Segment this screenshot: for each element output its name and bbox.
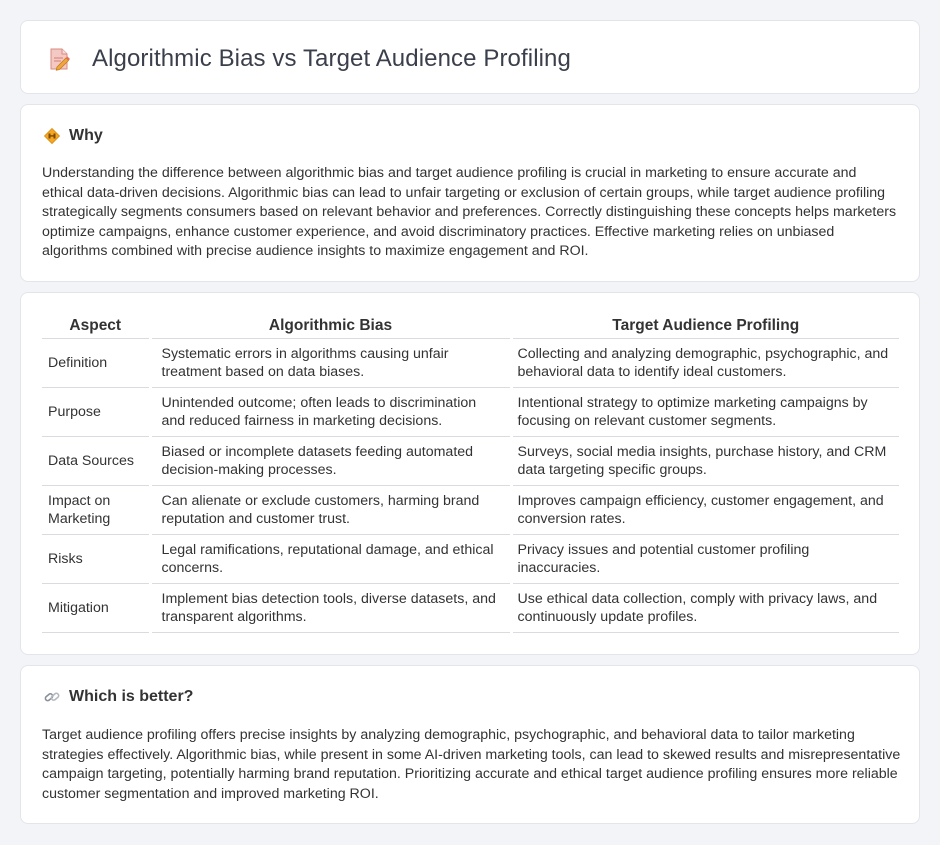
why-header bbox=[43, 127, 103, 145]
which-is-better-card bbox=[20, 665, 920, 824]
title-row bbox=[46, 45, 571, 73]
row-aspect-cell: Purpose bbox=[42, 387, 150, 436]
row-aspect-cell: Risks bbox=[42, 534, 150, 583]
row-aspect-cell: Mitigation bbox=[42, 583, 150, 632]
why-card bbox=[20, 104, 920, 282]
title-card bbox=[20, 20, 920, 94]
why-text: Understanding the difference between algorithmic bias and target audience profiling is crucial in marketing to ensure accurate and ethical data-driven decisions. Algorithmic bias can lead to unfair targeting or exclusion of certain groups, while target audience profiling strategically segments consumers based on relevant behavior and preferences. Correctly distinguishing these concepts helps marketers optimize campaigns, enhance customer experience, and avoid discriminatory practices. Effective marketing relies on unbiased algorithms combined with precise audience insights to maximize engagement and ROI. bbox=[42, 165, 897, 260]
better-text: Target audience profiling offers precise insights by analyzing demographic, psychographic, and behavioral data to tailor marketing strategies effectively. Algorithmic bias, while present in some AI-driven marketing tools, can lead to skewed results and misrepresentative campaign targeting, potentially harming brand reputation. Prioritizing accurate and ethical target audience profiling ensures more reliable customer segmentation and improved marketing ROI. bbox=[42, 727, 901, 802]
algorithmic-bias-cell: Systematic errors in algorithms causing unfair treatment based on data biases. bbox=[150, 338, 511, 387]
algorithmic-bias-cell: Legal ramifications, reputational damage, and ethical concerns. bbox=[150, 534, 511, 583]
table-row bbox=[42, 485, 899, 534]
table-row bbox=[42, 387, 899, 436]
algorithmic-bias-cell: Unintended outcome; often leads to discrimination and reduced fairness in marketing decisions. bbox=[150, 387, 511, 436]
comparison-table bbox=[42, 314, 899, 633]
better-heading: Which is better? bbox=[69, 688, 194, 705]
algorithmic-bias-cell: Implement bias detection tools, diverse datasets, and transparent algorithms. bbox=[150, 583, 511, 632]
table-row bbox=[42, 534, 899, 583]
page-title: Algorithmic Bias vs Target Audience Profiling bbox=[92, 45, 571, 72]
target-profiling-cell: Improves campaign efficiency, customer engagement, and conversion rates. bbox=[511, 485, 899, 534]
warning-diamond-icon bbox=[43, 127, 61, 145]
comparison-table-card bbox=[20, 292, 920, 655]
target-profiling-cell: Privacy issues and potential customer profiling inaccuracies. bbox=[511, 534, 899, 583]
column-header-algorithmic-bias: Algorithmic Bias bbox=[150, 314, 511, 338]
row-aspect-cell: Data Sources bbox=[42, 436, 150, 485]
table-row bbox=[42, 436, 899, 485]
target-profiling-cell: Intentional strategy to optimize marketing campaigns by focusing on relevant customer segments. bbox=[511, 387, 899, 436]
why-heading: Why bbox=[69, 127, 103, 144]
link-icon bbox=[43, 688, 61, 706]
target-profiling-cell: Use ethical data collection, comply with privacy laws, and continuously update profiles. bbox=[511, 583, 899, 632]
table-row bbox=[42, 583, 899, 632]
algorithmic-bias-cell: Biased or incomplete datasets feeding automated decision-making processes. bbox=[150, 436, 511, 485]
row-aspect-cell: Impact on Marketing bbox=[42, 485, 150, 534]
target-profiling-cell: Surveys, social media insights, purchase history, and CRM data targeting specific groups. bbox=[511, 436, 899, 485]
target-profiling-cell: Collecting and analyzing demographic, psychographic, and behavioral data to identify ideal customers. bbox=[511, 338, 899, 387]
row-aspect-cell: Definition bbox=[42, 338, 150, 387]
better-header bbox=[43, 688, 193, 706]
pencil-document-icon bbox=[46, 46, 72, 72]
column-header-aspect: Aspect bbox=[42, 314, 150, 338]
table-row bbox=[42, 338, 899, 387]
algorithmic-bias-cell: Can alienate or exclude customers, harming brand reputation and customer trust. bbox=[150, 485, 511, 534]
column-header-target-audience-profiling: Target Audience Profiling bbox=[511, 314, 899, 338]
table-header-row bbox=[42, 314, 899, 338]
